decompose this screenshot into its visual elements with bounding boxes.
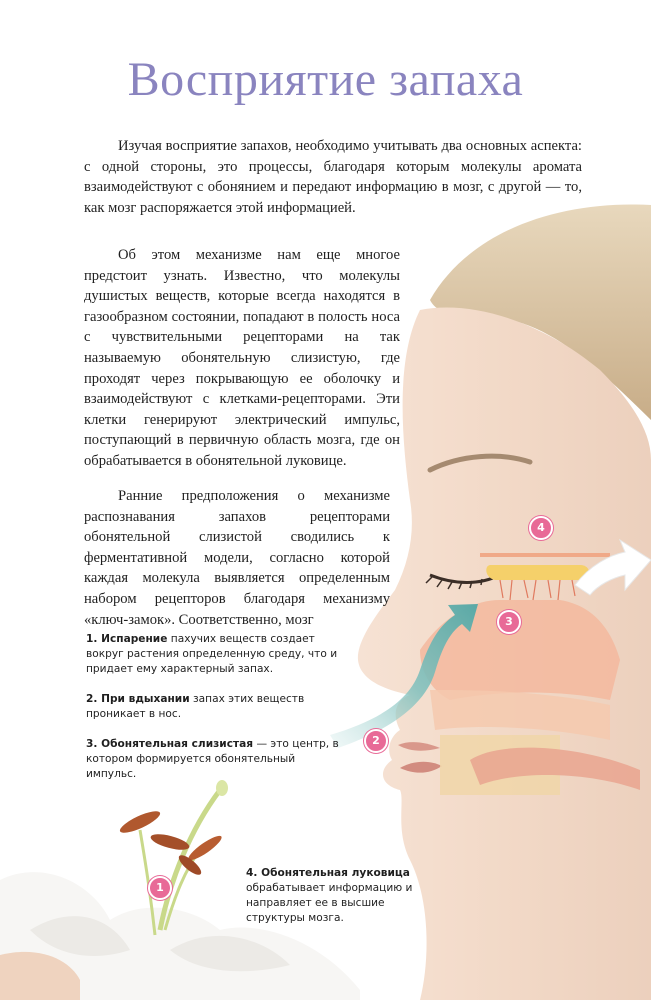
caption-mucosa: 3. Обонятельная слизистая — это центр, в котором формируется обонятельный импульс. <box>86 738 339 780</box>
hypothesis-paragraph: Ранние предположения о механизме распознавания запахов рецепторами обонятельной слизистой сводились к ферментативной модели, согласно которой каждая молекула выявляется определенным набором рецепторов благодаря механизму «ключ-замок». Соответственно, мозг <box>84 488 390 628</box>
step-4-badge: 4 <box>529 516 553 540</box>
step-2-badge: 2 <box>364 729 388 753</box>
olfactory-bulb <box>486 565 589 580</box>
step-3-badge: 3 <box>497 610 521 634</box>
intro-paragraph: Изучая восприятие запахов, необходимо учитывать два основных аспекта: с одной стороны, это процессы, благодаря которым молекулы аромата взаимодействуют с обонянием и передают информацию в мозг, с другой — то, как мозг распоряжается этой информацией. <box>84 138 582 216</box>
mechanism-paragraph: Об этом механизме нам еще многое предстоит узнать. Известно, что молекулы душистых веществ, которые всегда находятся в газообразном состоянии, попадают в полость носа с чувствительными рецепторами на так называемую обонятельную слизистую, где проходят через покрывающую ее оболочку и взаимодействуют с клетками-рецепторами. Эти клетки генерируют электрический импульс, поступающий в первичную область мозга, где он обрабатывается в обонятельной луковице. <box>84 247 400 469</box>
caption-inhalation: 2. При вдыхании запах этих веществ проникает в нос. <box>86 693 305 720</box>
caption-evaporation: 1. Испарение пахучих веществ создает вокруг растения определенную среду, что и придает ему характерный запах. <box>86 633 338 675</box>
step-1-badge: 1 <box>148 876 172 900</box>
caption-bulb: 4. Обонятельная луковица обрабатывает информацию и направляет ее в высшие структуры мозга. <box>246 867 413 924</box>
page-title: Восприятие запаха <box>127 53 524 106</box>
